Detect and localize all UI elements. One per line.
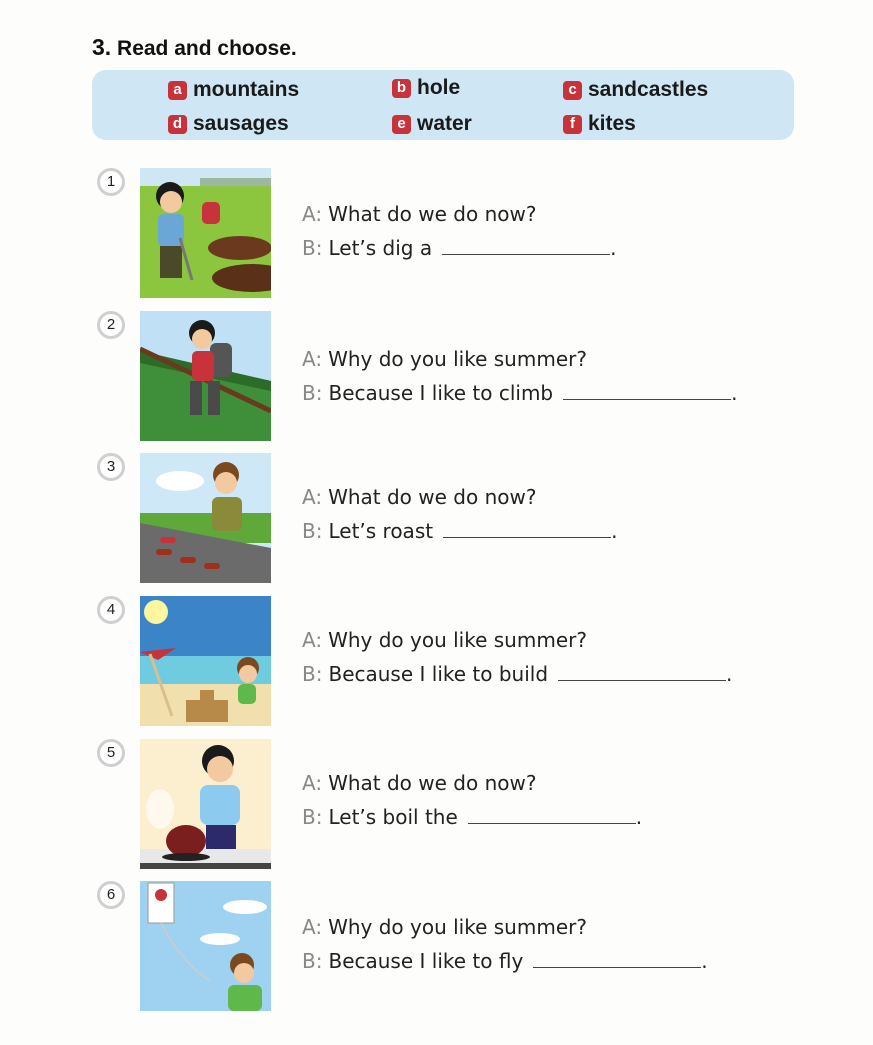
letter-badge: a [168,81,187,100]
line-b [302,519,617,543]
line-a [302,347,587,371]
climb-mountains-illustration [140,311,271,441]
answer-text: Because I like to build [328,662,549,686]
line-a [302,485,536,509]
line-a [302,628,587,652]
item-number: 1 [97,168,125,196]
word-option-c [563,78,708,102]
answer-text: Because I like to climb [328,381,554,405]
speaker-b-label: B: [302,381,323,405]
sentence-end: . [610,236,617,260]
question-item-5 [0,739,873,871]
question-text: What do we do now? [328,202,537,226]
speaker-b-label: B: [302,236,323,260]
word-label: hole [417,76,461,99]
speaker-a-label: A: [302,771,323,795]
fly-kites-illustration [140,881,271,1011]
sentence-end: . [701,949,708,973]
word-option-f [563,112,636,136]
speaker-a-label: A: [302,628,323,652]
speaker-a-label: A: [302,202,323,226]
answer-text: Let’s boil the [328,805,458,829]
answer-blank[interactable] [563,393,731,400]
sentence-end: . [635,805,643,829]
word-option-d [168,112,289,136]
question-text: Why do you like summer? [328,347,587,371]
speaker-b-label: B: [302,519,323,543]
question-item-1 [0,168,873,300]
line-b [302,805,642,829]
exercise-number: 3. [92,34,112,60]
word-label: sandcastles [588,78,709,101]
line-a [302,915,587,939]
speaker-a-label: A: [302,485,323,509]
question-item-3 [0,453,873,585]
sentence-end: . [726,662,733,686]
word-option-e [392,112,472,136]
item-number: 6 [97,881,125,909]
line-a [302,771,536,795]
letter-badge: c [563,81,582,100]
word-option-a [168,78,299,102]
line-a [302,202,536,226]
sentence-end: . [731,381,738,405]
question-text: Why do you like summer? [328,628,587,652]
letter-badge: b [392,79,411,98]
word-option-b [392,76,460,100]
word-label: kites [588,112,636,135]
answer-blank[interactable] [468,817,636,824]
line-b [302,662,732,686]
word-label: sausages [193,112,289,135]
question-text: What do we do now? [328,771,537,795]
boil-water-illustration [140,739,271,869]
word-label: mountains [193,78,300,101]
line-b [302,949,708,973]
letter-badge: f [563,115,582,134]
exercise-instruction: Read and choose. [117,37,297,60]
exercise-title [92,34,297,61]
question-item-2 [0,311,873,443]
roast-sausages-illustration [140,453,271,583]
word-label: water [417,112,472,135]
item-number: 5 [97,739,125,767]
item-number: 3 [97,453,125,481]
question-text: What do we do now? [328,485,537,509]
question-item-6 [0,881,873,1013]
speaker-a-label: A: [302,347,323,371]
line-b [302,236,616,260]
answer-blank[interactable] [443,531,611,538]
answer-blank[interactable] [558,674,726,681]
sentence-end: . [611,519,618,543]
item-number: 4 [97,596,125,624]
letter-badge: e [392,115,411,134]
dig-hole-illustration [140,168,271,298]
build-sandcastles-illustration [140,596,271,726]
answer-blank[interactable] [442,248,610,255]
letter-badge: d [168,115,187,134]
answer-blank[interactable] [533,961,701,968]
item-number: 2 [97,311,125,339]
answer-text: Because I like to fly [328,949,524,973]
speaker-b-label: B: [302,805,323,829]
speaker-b-label: B: [302,662,323,686]
speaker-b-label: B: [302,949,323,973]
answer-text: Let’s dig a [328,236,433,260]
answer-text: Let’s roast [328,519,434,543]
word-bank [92,70,794,140]
question-item-4 [0,596,873,728]
line-b [302,381,738,405]
speaker-a-label: A: [302,915,323,939]
question-text: Why do you like summer? [328,915,587,939]
